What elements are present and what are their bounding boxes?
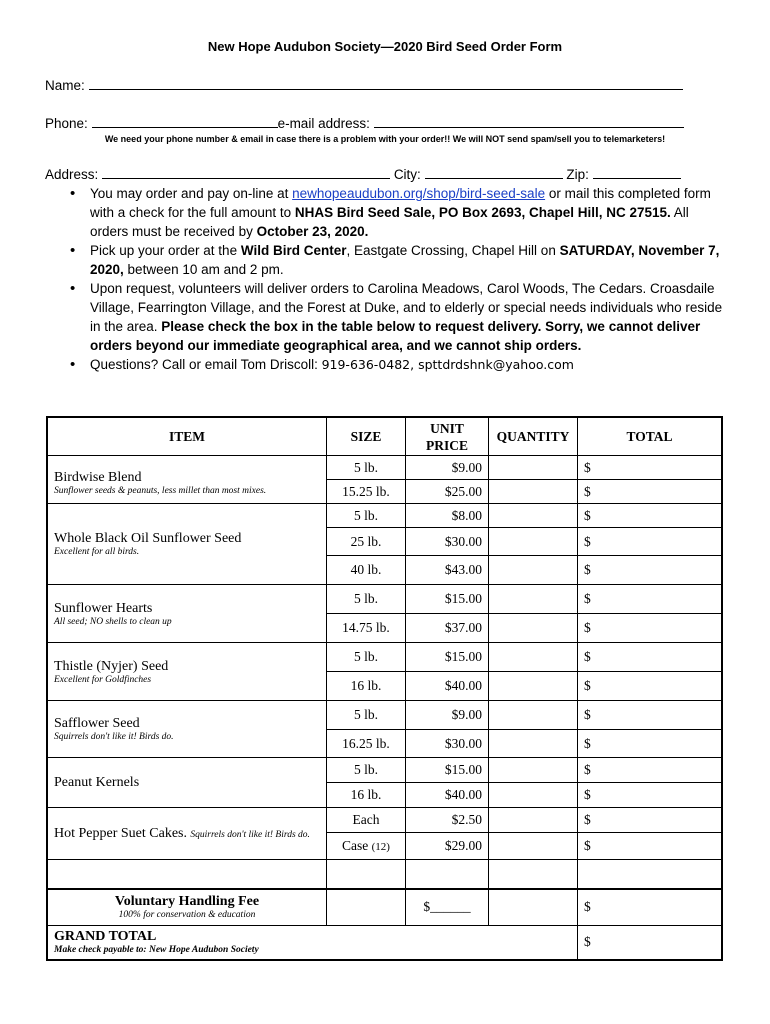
item-cell: Sunflower Hearts All seed; NO shells to clean up — [47, 585, 327, 643]
header-quantity: QUANTITY — [489, 417, 578, 456]
quantity-input[interactable] — [489, 730, 578, 758]
quantity-input[interactable] — [489, 643, 578, 672]
address-field[interactable] — [102, 166, 390, 179]
header-size: SIZE — [327, 417, 406, 456]
quantity-input[interactable] — [489, 672, 578, 701]
handling-fee-input[interactable]: $______ — [406, 889, 489, 926]
table-row: Birdwise Blend Sunflower seeds & peanuts, less millet than most mixes. 5 lb. $9.00 $ — [47, 456, 722, 480]
quantity-input[interactable] — [489, 808, 578, 833]
phone-email-row — [45, 115, 684, 131]
instructions-list — [70, 184, 730, 374]
item-cell: Safflower Seed Squirrels don't like it! Birds do. — [47, 701, 327, 758]
total-input[interactable]: $ — [578, 672, 723, 701]
item-cell: Peanut Kernels — [47, 758, 327, 808]
table-row: Whole Black Oil Sunflower Seed Excellent for all birds. 5 lb. $8.00 $ — [47, 504, 722, 528]
city-field[interactable] — [425, 166, 563, 179]
quantity-input[interactable] — [489, 783, 578, 808]
total-input[interactable]: $ — [578, 730, 723, 758]
email-label: e-mail address: — [277, 116, 370, 131]
table-row: Thistle (Nyjer) Seed Excellent for Goldfinches 5 lb. $15.00 $ — [47, 643, 722, 672]
quantity-input[interactable] — [489, 701, 578, 730]
contact-note: We need your phone number & email in case there is a problem with your order!! We will NOT send spam/sell you to telemarketers! — [104, 134, 666, 144]
header-unit-price: UNIT PRICE — [406, 417, 489, 456]
header-total: TOTAL — [578, 417, 723, 456]
list-item: • Upon request, volunteers will deliver orders to Carolina Meadows, Carol Woods, The Cedars. Croasdaile Village, Fearrington Village, and the Forest at Duke, and to elderly or special needs individuals who reside in the area. Please check the box in the table below to request delivery. Sorry, we cannot deliver orders beyond our immediate geographical area, and we cannot ship orders. — [70, 279, 730, 355]
list-item: • Questions? Call or email Tom Driscoll: 919-636-0482, spttdrdshnk@yahoo.com — [70, 355, 730, 374]
item-cell: Hot Pepper Suet Cakes. Squirrels don't like it! Birds do. — [47, 808, 327, 860]
total-input[interactable]: $ — [578, 556, 723, 585]
deadline-date: October 23, 2020. — [256, 224, 369, 239]
table-row: 16.25 lb. $30.00 $ — [47, 730, 722, 758]
quantity-input[interactable] — [489, 585, 578, 614]
table-row: 25 lb. $30.00 $ — [47, 528, 722, 556]
quantity-input[interactable] — [489, 456, 578, 480]
phone-field[interactable] — [92, 115, 278, 128]
total-input[interactable]: $ — [578, 480, 723, 504]
quantity-input[interactable] — [489, 504, 578, 528]
table-row: 15.25 lb. $25.00 $ — [47, 480, 722, 504]
grand-total-row: GRAND TOTAL Make check payable to: New Hope Audubon Society $ — [47, 926, 722, 960]
handling-fee-row: Voluntary Handling Fee 100% for conservation & education $______ $ — [47, 889, 722, 926]
total-input[interactable]: $ — [578, 833, 723, 860]
table-row: 40 lb. $43.00 $ — [47, 556, 722, 585]
table-row: Case (12) $29.00 $ — [47, 833, 722, 860]
total-input[interactable]: $ — [578, 504, 723, 528]
header-item: ITEM — [47, 417, 327, 456]
total-input[interactable]: $ — [578, 758, 723, 783]
total-input[interactable]: $ — [578, 585, 723, 614]
zip-label: Zip: — [566, 167, 589, 182]
handling-total-input[interactable]: $ — [578, 889, 723, 926]
email-field[interactable] — [374, 115, 684, 128]
item-cell: Whole Black Oil Sunflower Seed Excellent for all birds. — [47, 504, 327, 585]
city-label: City: — [393, 167, 421, 182]
table-row: 16 lb. $40.00 $ — [47, 783, 722, 808]
total-input[interactable]: $ — [578, 783, 723, 808]
name-field[interactable] — [89, 77, 683, 90]
table-row: Safflower Seed Squirrels don't like it! Birds do. 5 lb. $9.00 $ — [47, 701, 722, 730]
table-row: Hot Pepper Suet Cakes. Squirrels don't like it! Birds do. Each $2.50 $ — [47, 808, 722, 833]
order-table — [46, 416, 723, 961]
total-input[interactable]: $ — [578, 643, 723, 672]
table-header-row — [47, 417, 722, 456]
total-input[interactable]: $ — [578, 614, 723, 643]
table-row: Peanut Kernels 5 lb. $15.00 $ — [47, 758, 722, 783]
table-row: 14.75 lb. $37.00 $ — [47, 614, 722, 643]
total-input[interactable]: $ — [578, 528, 723, 556]
pickup-date: SATURDAY, November 7, 2020, — [90, 243, 720, 277]
mailing-address: NHAS Bird Seed Sale, PO Box 2693, Chapel Hill, NC 27515. — [294, 205, 671, 220]
total-input[interactable]: $ — [578, 808, 723, 833]
order-link[interactable]: newhopeaudubon.org/shop/bird-seed-sale — [292, 186, 546, 201]
address-row — [45, 166, 681, 182]
quantity-input[interactable] — [489, 480, 578, 504]
list-item: • You may order and pay on-line at newhopeaudubon.org/shop/bird-seed-sale or mail this completed form with a check for the full amount to NHAS Bird Seed Sale, PO Box 2693, Chapel Hill, NC 27515. All orders must be received by October 23, 2020. — [70, 184, 730, 241]
table-row — [47, 860, 722, 889]
address-label: Address: — [45, 167, 99, 182]
item-cell: Birdwise Blend Sunflower seeds & peanuts, less millet than most mixes. — [47, 456, 327, 504]
item-cell: Thistle (Nyjer) Seed Excellent for Goldfinches — [47, 643, 327, 701]
total-input[interactable]: $ — [578, 456, 723, 480]
name-label: Name: — [45, 78, 85, 93]
quantity-input[interactable] — [489, 556, 578, 585]
phone-label: Phone: — [45, 116, 88, 131]
zip-field[interactable] — [593, 166, 681, 179]
name-row — [45, 77, 683, 93]
form-title: New Hope Audubon Society—2020 Bird Seed Order Form — [207, 39, 563, 54]
table-row: 16 lb. $40.00 $ — [47, 672, 722, 701]
quantity-input[interactable] — [489, 758, 578, 783]
contact-info: 919-636-0482, spttdrdshnk@yahoo.com — [321, 357, 574, 372]
table-row: Sunflower Hearts All seed; NO shells to clean up 5 lb. $15.00 $ — [47, 585, 722, 614]
grand-total-input[interactable]: $ — [578, 926, 723, 960]
quantity-input[interactable] — [489, 528, 578, 556]
total-input[interactable]: $ — [578, 701, 723, 730]
quantity-input[interactable] — [489, 614, 578, 643]
list-item: • Pick up your order at the Wild Bird Center, Eastgate Crossing, Chapel Hill on SATURDAY, November 7, 2020, between 10 am and 2 pm. — [70, 241, 730, 279]
quantity-input[interactable] — [489, 833, 578, 860]
